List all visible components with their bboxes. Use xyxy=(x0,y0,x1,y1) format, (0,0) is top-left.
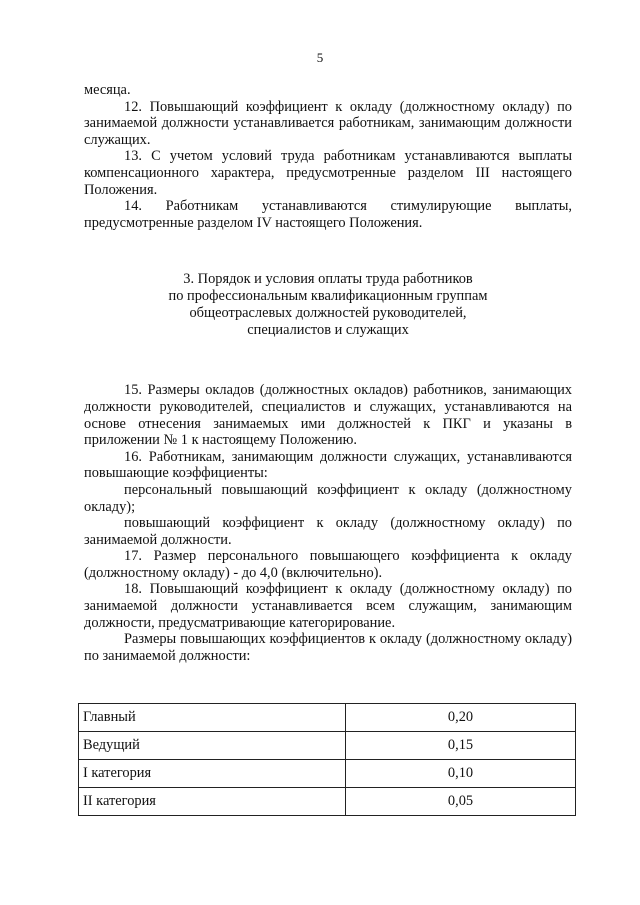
table-row xyxy=(79,760,576,788)
paragraph-coefficient-sizes: Размеры повышающих коэффициентов к окладу (должностному окладу) по занимаемой должности: xyxy=(84,631,572,664)
table-cell-value: 0,15 xyxy=(346,732,576,760)
paragraph-12: 12. Повышающий коэффициент к окладу (должностному окладу) по занимаемой должности устанавливается работникам, занимающим должности служащих. xyxy=(84,98,572,148)
document-body xyxy=(84,82,572,664)
table-cell-category: Главный xyxy=(79,704,346,732)
paragraph-16-item-personal: персональный повышающий коэффициент к окладу (должностному окладу); xyxy=(84,481,572,515)
paragraph-17: 17. Размер персонального повышающего коэффициента к окладу (должностному окладу) - до 4,0 (включительно). xyxy=(84,548,572,581)
section-heading-line: по профессиональным квалификационным группам xyxy=(168,288,488,305)
table-cell-category: II категория xyxy=(79,788,346,816)
paragraph-14: 14. Работникам устанавливаются стимулирующие выплаты, предусмотренные разделом IV настоящего Положения. xyxy=(84,198,572,231)
table-cell-value: 0,05 xyxy=(346,788,576,816)
table-row xyxy=(79,732,576,760)
paragraph-13: 13. С учетом условий труда работникам устанавливаются выплаты компенсационного характера, предусмотренные разделом III настоящего Положения. xyxy=(84,148,572,198)
section-heading xyxy=(84,271,572,339)
table-cell-value: 0,10 xyxy=(346,760,576,788)
paragraph-16-item-position: повышающий коэффициент к окладу (должностному окладу) по занимаемой должности. xyxy=(84,515,572,548)
paragraph-16: 16. Работникам, занимающим должности служащих, устанавливаются повышающие коэффициенты: xyxy=(84,448,572,482)
table-cell-category: Ведущий xyxy=(79,732,346,760)
table-cell-category: I категория xyxy=(79,760,346,788)
section-heading-line: специалистов и служащих xyxy=(247,322,409,339)
page-number: 5 xyxy=(316,50,324,65)
table-row xyxy=(79,788,576,816)
paragraph-18: 18. Повышающий коэффициент к окладу (должностному окладу) по занимаемой должности устанавливается всем служащим, занимающим должности, предусматривающие категорирование. xyxy=(84,581,572,631)
coefficient-table xyxy=(78,703,576,816)
section-heading-line: общеотраслевых должностей руководителей, xyxy=(189,305,467,322)
paragraph-15: 15. Размеры окладов (должностных окладов) работников, занимающих должности руководителей, специалистов и служащих, устанавливаются на основе отнесения занимаемых ими должностей к ПКГ и указаны в приложении № 1 к настоящему Положению. xyxy=(84,382,572,449)
table-cell-value: 0,20 xyxy=(346,704,576,732)
paragraph-continuation: месяца. xyxy=(84,82,131,98)
section-heading-line: 3. Порядок и условия оплаты труда работников xyxy=(183,271,473,288)
table-row xyxy=(79,704,576,732)
